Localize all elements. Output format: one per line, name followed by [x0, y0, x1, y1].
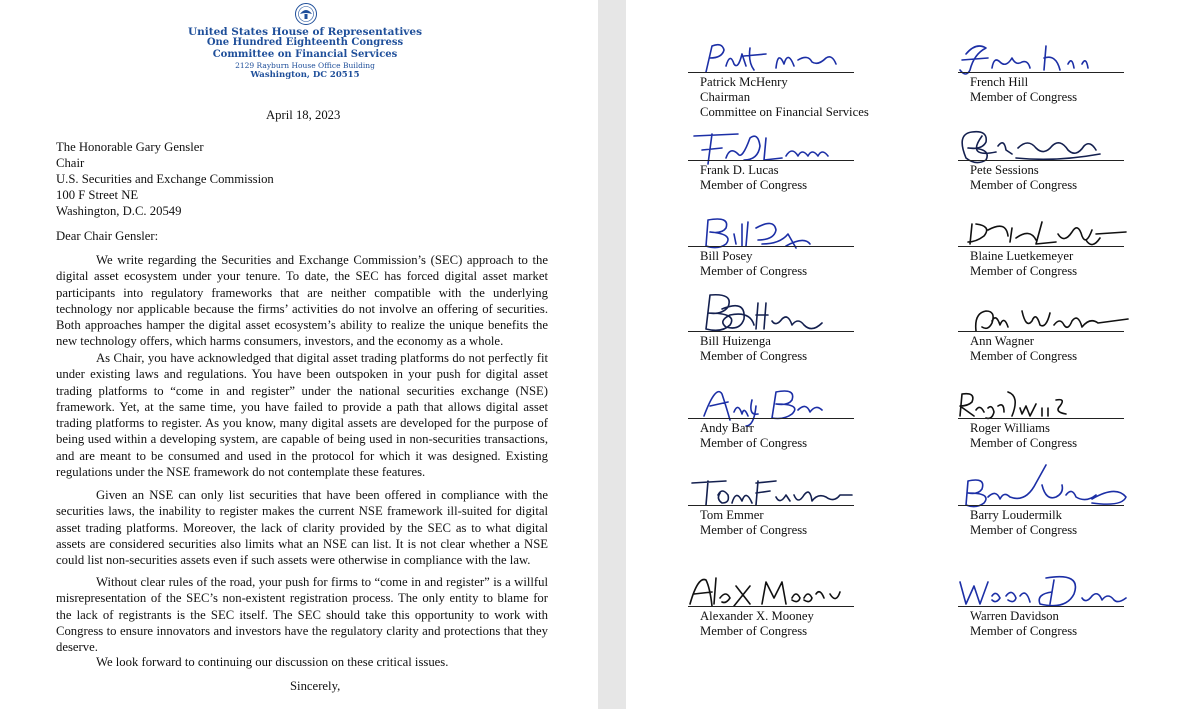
- house-seal-icon: [292, 2, 320, 26]
- letterhead-city: Washington, DC 20515: [250, 70, 360, 80]
- sessions-signature-icon: [896, 128, 1136, 168]
- signatory-title: Member of Congress: [700, 624, 808, 638]
- body-paragraph: We look forward to continuing our discussion on these critical issues.: [96, 655, 449, 669]
- signatory-title: Member of Congress: [700, 436, 808, 450]
- signatory-title: Member of Congress: [970, 178, 1078, 192]
- signatory-name: Barry Loudermilk: [970, 508, 1062, 522]
- emmer-signature-icon: [626, 473, 866, 513]
- signatory-title: Member of Congress: [700, 178, 808, 192]
- recipient-agency: U.S. Securities and Exchange Commission: [56, 172, 274, 186]
- letterhead-committee: Committee on Financial Services: [212, 49, 398, 60]
- signatory-name: Ann Wagner: [970, 334, 1034, 348]
- signatory-title: Member of Congress: [970, 624, 1078, 638]
- signatory-title: Member of Congress: [700, 349, 808, 363]
- huizenga-signature-icon: [626, 299, 866, 339]
- signatory-name: Tom Emmer: [700, 508, 764, 522]
- signatory-title: Member of Congress: [700, 523, 808, 537]
- letterhead-congress: One Hundred Eighteenth Congress: [206, 37, 404, 48]
- letterhead-building: 2129 Rayburn House Office Building: [235, 61, 375, 70]
- body-paragraph: Given an NSE can only list securities that have been offered in compliance with the securities laws, the inability to register makes the current NSE framework ill-suited for digital asset trading platforms. Moreover, the lack of clarity provided by the SEC as to what digital assets are considered securities also limits what an NSE can list. It is not clear whether a NSE could list non-securities assets even if such assets were otherwise in compliance with the law.: [56, 488, 548, 568]
- body-paragraph: Without clear rules of the road, your push for firms to “come in and register” is a willful misrepresentation of the SEC’s non-existent registration process. The only entity to blame for the lack of registrants is the SEC itself. The SEC should take this opportunity to work with Congress to ensure innovators and investors have the regulatory clarity and protections that they deserve.: [56, 575, 548, 655]
- recipient-street: 100 F Street NE: [56, 188, 139, 202]
- signatory-title: Member of Congress: [970, 523, 1078, 537]
- letterhead-house: United States House of Representatives: [188, 26, 422, 38]
- signatory-title: Member of Congress: [970, 90, 1078, 104]
- signatory-name: Bill Huizenga: [700, 334, 771, 348]
- loudermilk-signature-icon: [896, 473, 1136, 513]
- signatory-title: Member of Congress: [970, 436, 1078, 450]
- salutation: Dear Chair Gensler:: [56, 229, 159, 243]
- signatory-name: Patrick McHenry: [700, 75, 788, 89]
- signatory-name: Bill Posey: [700, 249, 753, 263]
- mooney-signature-icon: [626, 574, 866, 614]
- signatory-name: Frank D. Lucas: [700, 163, 779, 177]
- posey-signature-icon: [626, 214, 866, 254]
- closing: Sincerely,: [290, 679, 341, 693]
- page-gutter: [598, 0, 626, 709]
- signatory-title: Member of Congress: [970, 349, 1078, 363]
- signatory-name: Andy Barr: [700, 421, 754, 435]
- signatory-name: Alexander X. Mooney: [700, 609, 814, 623]
- mchenry-signature-icon: [626, 40, 866, 80]
- davidson-signature-icon: [896, 574, 1136, 614]
- recipient-title: Chair: [56, 156, 85, 170]
- body-paragraph: As Chair, you have acknowledged that digital asset trading platforms do not perfectly fit under existing laws and regulations. You have been outspoken in your push for digital asset trading platforms to “come in and register” under the national securities exchange (NSE) framework. Yet, at the same time, you have failed to provide a path that allows digital asset trading platforms to register. As you know, many digital assets are developed for the purpose of being used within a developing system, are capable of being used in non-securities transactions, and are meant to be consumed and used in the protocol for which it was designed. Existing regulations under the NSE framework do not contemplate these features.: [56, 351, 548, 480]
- barr-signature-icon: [626, 386, 866, 426]
- recipient-name: The Honorable Gary Gensler: [56, 140, 204, 154]
- recipient-city: Washington, D.C. 20549: [56, 204, 182, 218]
- signatory-name: French Hill: [970, 75, 1029, 89]
- letter-page-1: [0, 0, 598, 709]
- signatory-name: Blaine Luetkemeyer: [970, 249, 1074, 263]
- wagner-signature-icon: [896, 299, 1136, 339]
- hill-signature-icon: [896, 40, 1136, 80]
- williams-signature-icon: [896, 386, 1136, 426]
- luetkemeyer-signature-icon: [896, 214, 1136, 254]
- signatory-name: Pete Sessions: [970, 163, 1039, 177]
- letter-page-2: [626, 0, 1200, 709]
- signatory-committee: Committee on Financial Services: [700, 105, 869, 119]
- signatory-title: Member of Congress: [700, 264, 808, 278]
- signatory-name: Roger Williams: [970, 421, 1050, 435]
- body-paragraph: We write regarding the Securities and Exchange Commission’s (SEC) approach to the digital asset ecosystem under your tenure. To date, the SEC has forced digital asset market participants into regulatory frameworks that are neither compatible with the underlying technology nor applicable because the firms’ activities do not involve an offering of securities. Both approaches hamper the digital asset ecosystem’s ability to realize the unique benefits the new technology offers, which harms consumers, investors, and the economy as a whole.: [56, 253, 548, 349]
- signatory-title: Member of Congress: [970, 264, 1078, 278]
- letter-date: April 18, 2023: [266, 108, 341, 122]
- signatory-name: Warren Davidson: [970, 609, 1059, 623]
- signatory-title: Chairman: [700, 90, 751, 104]
- lucas-signature-icon: [626, 128, 866, 168]
